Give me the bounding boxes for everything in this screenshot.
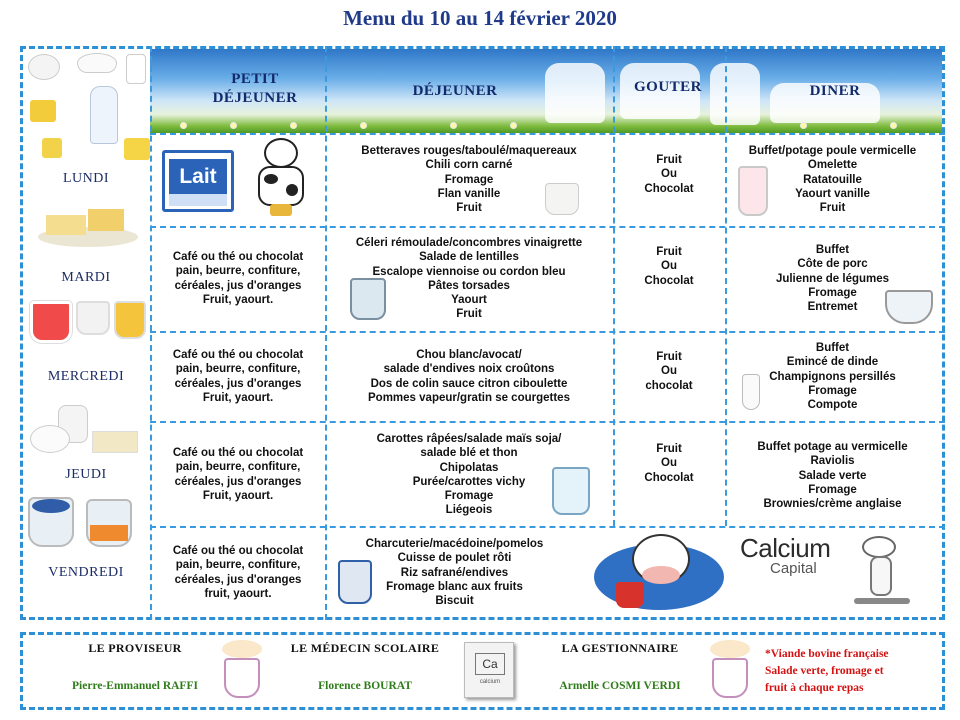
header-dejeuner: DÉJEUNER [412,83,498,99]
menu-line: Café ou thé ou chocolat [172,251,304,263]
menu-line: Fromage [444,490,494,503]
menu-line: Pâtes torsades [428,279,510,292]
row-divider [150,226,945,228]
dinner-jeudi [740,440,925,511]
header-petit-dejeuner-line1: PETIT [231,71,279,87]
menu-line: Fromage [808,286,857,299]
menu-line: Riz safrané/endives [400,566,509,579]
menu-line: salade d'endives noix croûtons [383,363,555,376]
menu-line: Salade verte [798,469,867,482]
menu-line: Yaourt [451,294,487,307]
snack-jeudi [615,442,723,485]
menu-line: Ou [661,365,677,378]
menu-line: Fruit [656,351,682,363]
menu-line: Chocolat [644,471,694,484]
medecin-name: Florence BOURAT [318,680,412,692]
menu-line: Fruit [456,308,482,321]
cow-illustration [250,138,312,218]
milk-carton-image [162,150,234,212]
menu-line: Ou [661,457,677,470]
calcium-symbol: Ca [475,653,505,675]
menu-line: Escalope viennoise ou cordon bleu [372,265,566,278]
calcium-logo-text: Calcium [740,533,831,563]
column-divider [725,46,727,526]
menu-line: Purée/carottes vichy [412,475,526,488]
calcium-element-tile [464,642,514,698]
lunch-mercredi [327,348,611,405]
menu-line: Chou blanc/avocat/ [416,349,522,361]
milk-glass-image [742,374,760,410]
menu-line: Chocolat [644,274,694,287]
menu-line: Chili corn carné [425,159,513,172]
menu-line: Fromage [444,173,494,186]
menu-line: Fruit, yaourt. [202,489,274,502]
menu-line: Buffet [815,244,850,256]
menu-line: Ou [661,168,677,181]
menu-line: pain, beurre, confiture, [175,265,301,278]
menu-line: Pommes vapeur/gratin se courgettes [368,391,570,404]
breakfast-mardi [152,250,324,307]
strawberry-yogurt-image [738,166,768,216]
proviseur-role: LE PROVISEUR [88,641,182,655]
menu-line: Fruit, yaourt. [202,293,274,306]
menu-line: Charcuterie/macédoine/pomelos [365,538,544,550]
menu-line: Fruit, yaourt. [202,391,274,404]
breakfast-jeudi [152,446,324,503]
row-divider [150,421,945,423]
menu-line: Chipolatas [439,461,499,474]
menu-line: Entremet [807,301,858,314]
menu-line: Betteraves rouges/taboulé/maquereaux [361,145,577,157]
note-line: fruit à chaque repas [765,682,864,694]
day-jeudi: JEUDI [65,467,107,482]
menu-line: Fromage [808,483,857,496]
menu-line: Omelette [807,159,858,172]
menu-title: Menu du 10 au 14 février 2020 [343,6,617,30]
gestionnaire-name: Armelle COSMI VERDI [559,680,681,692]
snack-lundi [615,153,723,196]
menu-line: Côte de porc [797,258,868,271]
menu-line: Champignons persillés [769,370,896,383]
menu-line: pain, beurre, confiture, [175,461,301,474]
menu-line: salade blé et thon [420,447,518,460]
menu-line: Fruit [456,202,482,215]
menu-line: Ou [661,260,677,273]
header-diner: DINER [809,83,861,99]
menu-line: Emincé de dinde [786,356,879,369]
menu-line: Biscuit [435,595,474,608]
menu-line: Café ou thé ou chocolat [172,545,304,557]
breakfast-mercredi [152,348,324,405]
row-divider [150,331,945,333]
menu-line: fruit, yaourt. [204,587,272,600]
calcium-mascot-illustration [842,530,930,610]
menu-line: Julienne de légumes [775,272,890,285]
medecin-role: LE MÉDECIN SCOLAIRE [290,641,440,655]
menu-line: Salade de lentilles [419,251,519,264]
day-lundi: LUNDI [62,171,110,186]
menu-line: Cuisse de poulet rôti [397,552,512,565]
calcium-logo-subtext: Capital [770,560,817,577]
proviseur-name: Pierre-Emmanuel RAFFI [72,680,198,692]
yogurt-character-image [338,560,372,604]
menu-line: Fruit [656,154,682,166]
menu-line: Buffet [815,342,850,354]
note-line: Salade verte, fromage et [765,665,884,677]
menu-line: Chocolat [644,182,694,195]
milk-carton-label: Lait [169,159,227,195]
menu-line: Brownies/crème anglaise [763,498,902,511]
row-divider [150,526,945,528]
menu-line: Dos de colin sauce citron ciboulette [370,377,568,390]
menu-line: céréales, jus d'oranges [174,475,302,488]
yogurt-logo-image [218,640,266,702]
menu-line: céréales, jus d'oranges [174,573,302,586]
yogurt-character-image [350,278,386,320]
menu-line: Céleri rémoulade/concombres vinaigrette [355,237,583,249]
yogurt-cup-image [545,183,579,215]
menu-line: Buffet potage au vermicelle [757,441,908,453]
day-vendredi: VENDREDI [48,565,124,580]
menu-line: Café ou thé ou chocolat [172,447,304,459]
gestionnaire-role: LA GESTIONNAIRE [561,641,679,655]
menu-line: pain, beurre, confiture, [175,559,301,572]
menu-line: Compote [807,399,858,412]
snack-mercredi [615,350,723,393]
footer-note [765,646,945,697]
day-mercredi: MERCREDI [47,369,125,384]
note-line: *Viande bovine française [765,648,889,660]
menu-line: Ratatouille [803,173,862,186]
menu-line: Flan vanille [437,187,501,200]
row-divider [150,133,945,135]
menu-line: Carottes râpées/salade maïs soja/ [376,433,562,445]
yogurt-bowl-image [885,290,933,324]
snack-mardi [615,245,723,288]
menu-line: Fromage blanc aux fruits [386,580,523,593]
header-petit-dejeuner-line2: DÉJEUNER [212,90,298,106]
menu-line: Fruit [819,202,846,215]
menu-line: Fruit [656,443,682,455]
cow-with-cup-illustration [590,530,730,614]
yogurt-pot-image [552,467,590,515]
calcium-capital-logo [740,533,830,577]
menu-line: Fromage [808,384,857,397]
header-gouter: GOUTER [633,79,702,95]
breakfast-vendredi [152,544,324,601]
menu-line: Liégeois [445,504,493,517]
menu-line: Café ou thé ou chocolat [172,349,304,361]
menu-line: Raviolis [810,455,855,468]
menu-line: Fruit [656,246,682,258]
menu-line: chocolat [645,379,693,392]
menu-line: céréales, jus d'oranges [174,377,302,390]
yogurt-logo-image [706,640,754,702]
menu-line: Yaourt vanille [795,187,870,200]
menu-line: céréales, jus d'oranges [174,279,302,292]
day-mardi: MARDI [61,270,111,285]
calcium-tile-label: calcium [479,679,501,685]
dinner-mercredi [740,341,925,412]
menu-line: Buffet/potage poule vermicelle [748,145,917,157]
menu-line: pain, beurre, confiture, [175,363,301,376]
